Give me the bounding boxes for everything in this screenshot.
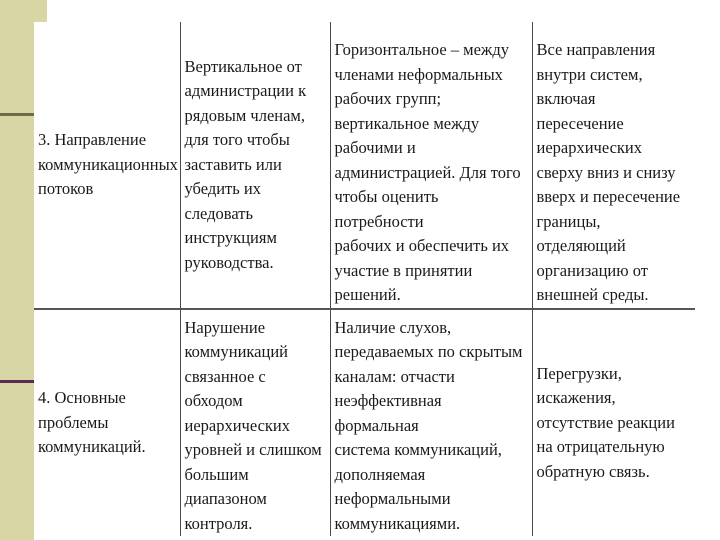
- table-row: [34, 309, 695, 537]
- informal-cell: [330, 309, 532, 537]
- formal-text: Нарушение коммуникаций связанное с обходом иерархических уровней и слишком большим диапазоном контроля.: [184, 317, 322, 533]
- system-cell: [532, 22, 695, 309]
- table-row: [34, 22, 695, 309]
- formal-text: Вертикальное от администрации к рядовым членам, для того чтобы заставить или убедить их следовать инструкциям руководства.: [184, 56, 307, 272]
- decorative-rule-top: [0, 113, 36, 116]
- system-text: Все направления внутри систем, включая пересечение иерархических сверху вниз и снизу вверх и пересечение границы, отделяющий организацию от внешней среды.: [536, 40, 681, 304]
- slide-side-bar: [0, 0, 34, 540]
- row-label: 4. Основные проблемы коммуникаций.: [38, 388, 146, 456]
- row-label-cell: [34, 22, 180, 309]
- informal-cell: [330, 22, 532, 309]
- system-text: Перегрузки, искажения, отсутствие реакции на отрицательную обратную связь.: [536, 363, 675, 481]
- informal-text: Горизонтальное – между членами неформальных рабочих групп; вертикальное между рабочими и администрацией. Для того чтобы оценить потребности рабочих и обеспечить их участие в принятии решений.: [334, 40, 521, 304]
- formal-cell: [180, 22, 330, 309]
- formal-cell: [180, 309, 330, 537]
- row-label: 3. Направление коммуникационных потоков: [38, 130, 178, 198]
- informal-text: Наличие слухов, передаваемых по скрытым каналам: отчасти неэффективная формальная система коммуникаций, дополняемая неформальными коммуникациями.: [334, 317, 523, 533]
- system-cell: [532, 309, 695, 537]
- comparison-table: [34, 22, 695, 536]
- slide-top-band: [0, 0, 47, 22]
- row-label-cell: [34, 309, 180, 537]
